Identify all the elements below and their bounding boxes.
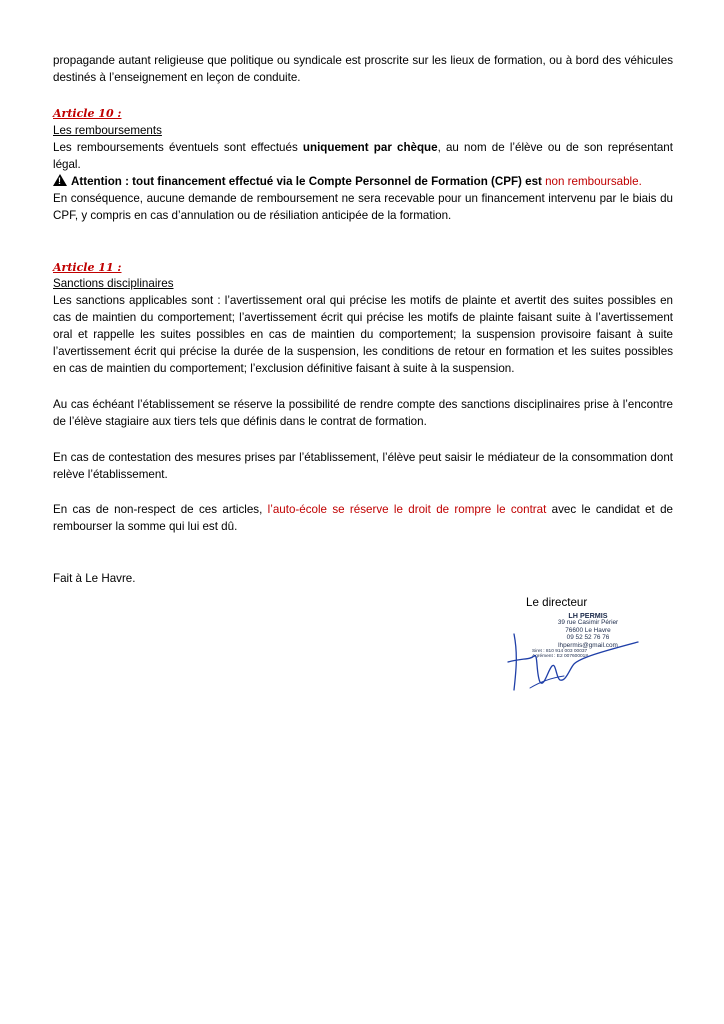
article-11-title: Article 11 : [53,261,122,274]
article-11-paragraph-3: En cas de contestation des mesures prises par l’établissement, l’élève peut saisir le médiateur de la consommation dont relève l’établissement. [53,451,673,481]
cpf-warning [53,173,673,190]
warning-highlight: l’auto-école se réserve le droit de rompre le contrat [267,503,547,516]
warning-icon [53,174,67,186]
signature-stroke [508,634,638,690]
stamp-email: lhpermis@gmail.com [558,641,618,649]
stamp-city: 76600 Le Havre [565,626,611,634]
stamp-phone: 09 52 52 76 76 [566,634,610,642]
article-10-paragraph-2: En conséquence, aucune demande de remboursement ne sera recevable pour un financement intervenu par le biais du CPF, y compris en cas d’annulation ou de résiliation anticipée de la formation. [53,192,673,222]
article-11-paragraph-1: Les sanctions applicables sont : l’avertissement oral qui précise les motifs de plainte et avertit des suites possibles en cas de maintien du comportement; l’avertissement écrit qui précise les motifs de plainte faisant suite à l’avertissement oral et rappelle les suites possibles en cas de maintien du comportement; la suspension provisoire faisant à suite l’avertissement écrit qui précise la durée de la suspension, les conditions de retour en formation et les suites possibles en cas de maintien du comportement; l’exclusion définitive faisant à suite à la suspension. [53,294,673,375]
article-10-paragraph-1 [53,139,673,173]
text-span: , au nom de l’élève ou de son représentant légal. [53,141,673,171]
signatory-title: Le directeur [526,596,588,609]
article-10-heading: Les remboursements [53,124,162,137]
handwritten-signature [500,612,650,697]
warning-text: Attention : tout financement effectué via le Compte Personnel de Formation (CPF) est [71,175,546,188]
stamp-street: 39 rue Casimir Périer [557,619,619,627]
emphasis-text: uniquement par chèque [302,141,438,154]
stamp-name: LH PERMIS [568,611,608,620]
article-10-title: Article 10 : [53,107,122,120]
article-11-heading: Sanctions disciplinaires [53,277,174,290]
article-11-paragraph-2: Au cas échéant l’établissement se réserve la possibilité de rendre compte des sanctions disciplinaires prise à l’encontre de l’élève stagiaire aux tiers tels que définis dans le contrat de formation. [53,398,673,428]
closing-place: Fait à Le Havre. [53,572,136,585]
intro-paragraph: propagande autant religieuse que politique ou syndicale est proscrite sur les lieux de formation, ou à bord des véhicules destinés à l’enseignement en leçon de conduite. [53,54,673,84]
stamp-agrement: Agrément : E2 007600018 [532,654,589,660]
text-span: En cas de non-respect de ces articles, [53,503,268,516]
text-span: Les remboursements éventuels sont effectués [53,141,303,154]
warning-highlight: non remboursable [545,175,639,188]
warning-end: . [638,175,642,188]
text-span: avec le candidat et de rembourser la somme qui lui est dû. [53,503,673,533]
stamp-siret: Siret : 810 914 003 00037 [532,649,588,655]
article-11-paragraph-4 [53,501,673,535]
